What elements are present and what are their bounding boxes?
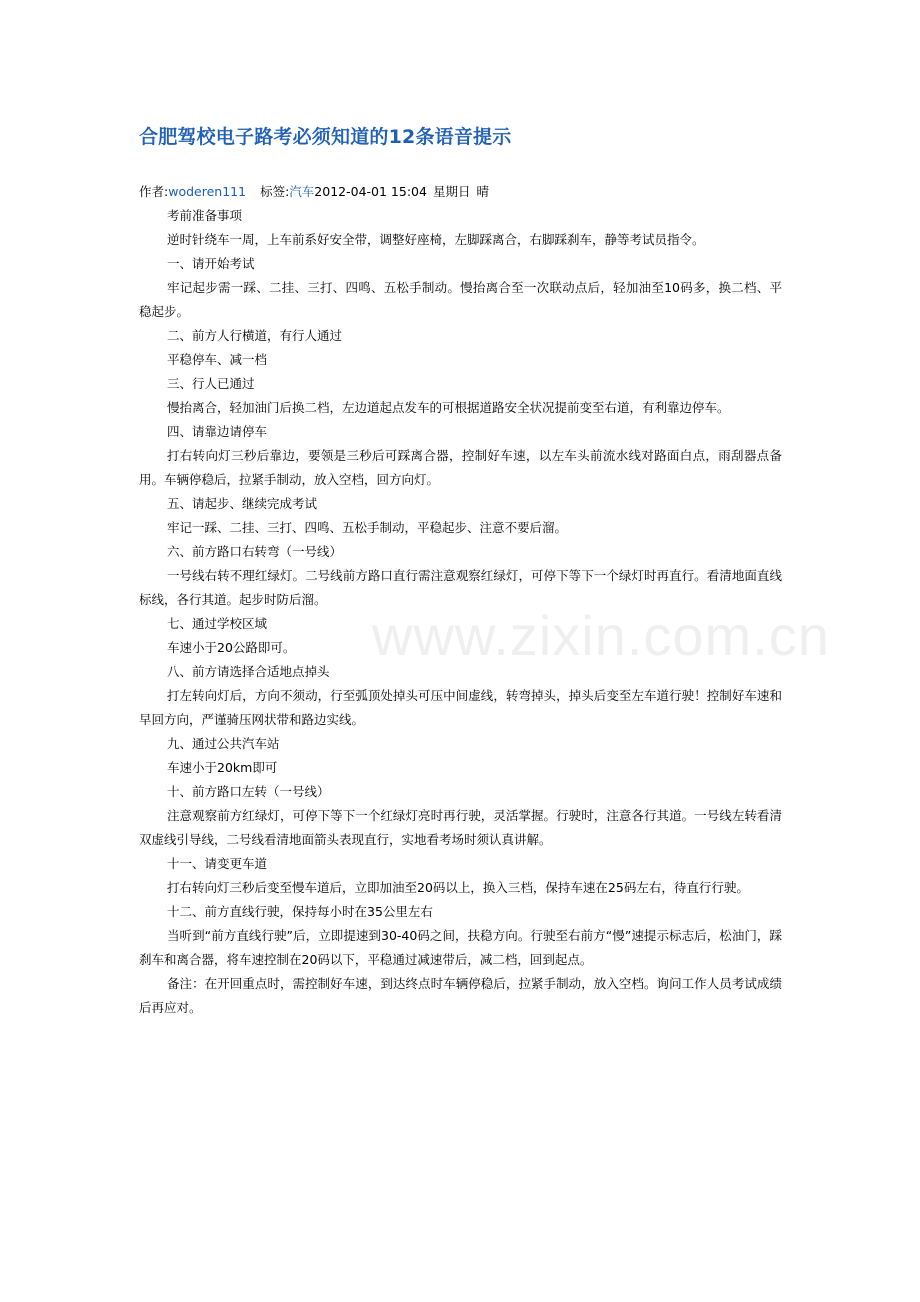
article-paragraph: 二、前方人行横道，有行人通过: [167, 328, 343, 343]
article-paragraph: 十、前方路口左转（一号线）: [167, 784, 330, 799]
article-paragraph: 三、行人已通过: [167, 376, 255, 391]
article-paragraph: 注意观察前方红绿灯，可停下等下一个红绿灯亮时再行驶，灵活掌握。行驶时，注意各行其道。一号线左转看清双虚线引导线，二号线看清地面箭头表现直行，实地看考场时须认真讲解。: [139, 808, 782, 847]
post-weather: 晴: [476, 184, 489, 199]
article-paragraph: 考前准备事项: [167, 208, 243, 223]
article-paragraph: 牢记起步需一踩、二挂、三打、四鸣、五松手制动。慢抬离合至一次联动点后，轻加油至10码多，换二档、平稳起步。: [139, 280, 782, 319]
article-paragraph: 八、前方请选择合适地点掉头: [167, 664, 330, 679]
post-datetime: 2012-04-01 15:04: [314, 184, 427, 199]
article-paragraph: 打左转向灯后，方向不须动，行至弧顶处掉头可压中间虚线，转弯掉头，掉头后变至左车道行驶！控制好车速和早回方向，严谨骑压网状带和路边实线。: [139, 688, 782, 727]
article-paragraph: 平稳停车、减一档: [167, 352, 268, 367]
article-paragraph: 一、请开始考试: [167, 256, 255, 271]
article-paragraph: 逆时针绕车一周，上车前系好安全带，调整好座椅，左脚踩离合，右脚踩刹车，静等考试员指令。: [167, 232, 705, 247]
article-paragraph: 慢抬离合，轻加油门后换二档，左边道起点发车的可根据道路安全状况提前变至右道，有利靠边停车。: [167, 400, 730, 415]
article-paragraph: 一号线右转不理红绿灯。二号线前方路口直行需注意观察红绿灯，可停下等下一个绿灯时再直行。看清地面直线标线，各行其道。起步时防后溜。: [139, 568, 782, 607]
article-paragraph: 车速小于20km即可: [167, 760, 278, 775]
watermark: www.zixin.com.cn: [372, 604, 830, 667]
tag-link[interactable]: 汽车: [289, 184, 315, 199]
author-link[interactable]: woderen111: [168, 184, 247, 199]
author-label: 作者:: [139, 184, 169, 199]
article-paragraph: 备注：在开回重点时，需控制好车速，到达终点时车辆停稳后，拉紧手制动，放入空档。询问工作人员考试成绩后再应对。: [139, 976, 782, 1015]
post-weekday: 星期日: [432, 184, 471, 199]
article-paragraph: 车速小于20公路即可。: [167, 640, 296, 655]
article-paragraph: 七、通过学校区域: [167, 616, 268, 631]
article-paragraph: 十二、前方直线行驶，保持每小时在35公里左右: [167, 904, 433, 919]
article-paragraph: 五、请起步、继续完成考试: [167, 496, 318, 511]
article-paragraph: 六、前方路口右转弯（一号线）: [167, 544, 343, 559]
article-paragraph: 十一、请变更车道: [167, 856, 268, 871]
tags-label: 标签:: [260, 184, 290, 199]
article-paragraph: 当听到“前方直线行驶”后，立即提速到30-40码之间，扶稳方向。行驶至右前方“慢”速提示标志后，松油门，踩刹车和离合器，将车速控制在20码以下，平稳通过减速带后，减二档，回到起点。: [139, 928, 782, 967]
article-title: 合肥驾校电子路考必须知道的12条语音提示: [139, 126, 512, 148]
article-meta: [139, 183, 489, 201]
article-paragraph: 牢记一踩、二挂、三打、四鸣、五松手制动，平稳起步、注意不要后溜。: [167, 520, 568, 535]
article-paragraph: 九、通过公共汽车站: [167, 736, 280, 751]
article-paragraph: 打右转向灯三秒后变至慢车道后，立即加油至20码以上，换入三档，保持车速在25码左右，待直行行驶。: [167, 880, 749, 895]
article-paragraph: 四、请靠边请停车: [167, 424, 268, 439]
article-paragraph: 打右转向灯三秒后靠边，要领是三秒后可踩离合器，控制好车速，以左车头前流水线对路面白点，雨刮器点备用。车辆停稳后，拉紧手制动，放入空档，回方向灯。: [139, 448, 782, 487]
